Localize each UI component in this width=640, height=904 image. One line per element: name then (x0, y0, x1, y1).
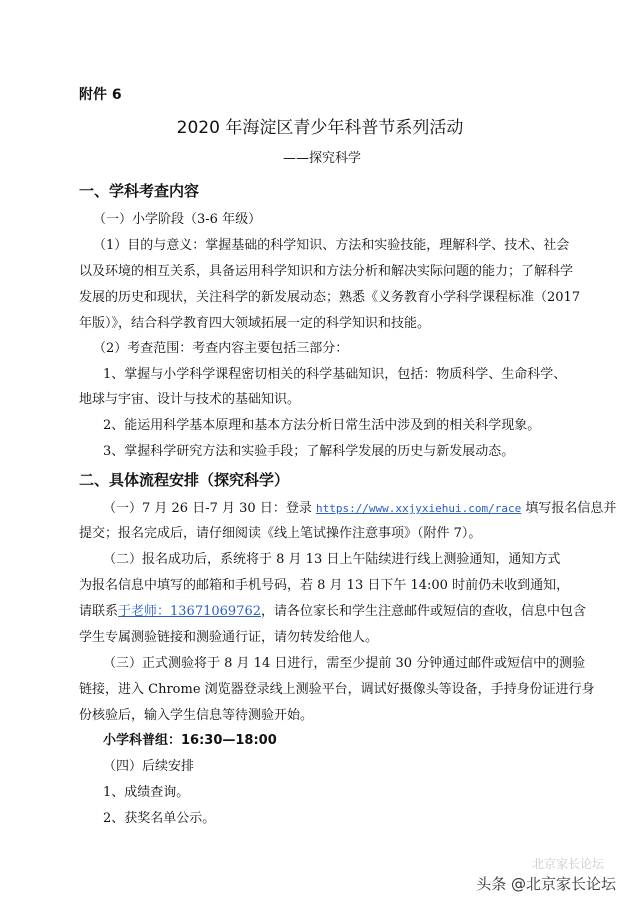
document-title: 2020 年海淀区青少年科普节系列活动 (176, 118, 464, 138)
purpose-line-2: 以及环境的相互关系，具备运用科学知识和方法分析和解决实际问题的能力；了解科学 (79, 264, 574, 279)
step-1-line-1 (103, 500, 616, 518)
purpose-line-4: 年版）》，结合科学教育四大领域拓展一定的科学知识和技能。 (79, 316, 431, 331)
document-subtitle: ——探究科学 (283, 151, 362, 166)
step-3-line-3: 份核验后，输入学生信息等待测验开始。 (79, 708, 314, 723)
registration-url-link[interactable]: https://www.xxjyxiehui.com/race (315, 502, 522, 515)
purpose-line-1: （1）目的与意义：掌握基础的科学知识、方法和实验技能，理解科学、技术、社会 (93, 238, 570, 253)
step-2-line-2: 为报名信息中填写的邮箱和手机号码，若 8 月 13 日下午 14:00 时前仍未收到通知， (79, 578, 570, 593)
step-1-line-2: 提交；报名完成后，请仔细阅读《线上笔试操作注意事项》（附件 7）。 (79, 526, 482, 541)
scope-item-1-line-2: 地球与宇宙、设计与技术的基础知识。 (79, 392, 301, 407)
follow-up-item-1: 1、成绩查询。 (103, 785, 190, 800)
step-2-contact-suffix: ，请各位家长和学生注意邮件或短信的查收，信息中包含 (261, 604, 587, 619)
step-2-line-3 (79, 603, 586, 621)
scope-item-1-line-1: 1、掌握与小学科学课程密切相关的科学基础知识，包括：物质科学、生命科学、 (103, 367, 567, 382)
primary-stage-label: （一）小学阶段（3-6 年级） (93, 212, 262, 227)
scope-label: （2）考查范围：考查内容主要包括三部分： (93, 341, 349, 356)
scope-item-3: 3、掌握科学研究方法和实验手段；了解科学发展的历史与新发展动态。 (103, 444, 515, 459)
step-1-prefix: （一）7 月 26 日-7 月 30 日：登录 (103, 501, 316, 516)
section-2-heading: 二、具体流程安排（探究科学） (79, 471, 290, 489)
follow-up-item-2: 2、获奖名单公示。 (103, 811, 216, 826)
section-1-heading: 一、学科考查内容 (79, 182, 200, 200)
step-2-line-4: 学生专属测验链接和测验通行证，请勿转发给他人。 (79, 630, 379, 645)
source-watermark: 头条 @北京家长论坛 (476, 875, 616, 893)
purpose-line-3: 发展的历史和现状，关注科学的新发展动态；熟悉《义务教育小学科学课程标准（2017 (79, 290, 581, 305)
step-3-line-1: （三）正式测验将于 8 月 14 日进行，需至少提前 30 分钟通过邮件或短信中的测验 (103, 656, 586, 671)
step-4-label: （四）后续安排 (103, 759, 195, 774)
faint-watermark: 北京家长论坛 (531, 857, 604, 871)
contact-phone-link[interactable]: 于老师：13671069762 (118, 604, 261, 619)
step-3-line-2: 链接，进入 Chrome 浏览器登录线上测验平台，调试好摄像头等设备，手持身份证进行身 (79, 682, 595, 697)
step-2-line-1: （二）报名成功后，系统将于 8 月 13 日上午陆续进行线上测验通知，通知方式 (103, 552, 561, 567)
primary-group-time: 小学科普组：16:30—18:00 (103, 733, 277, 748)
attachment-label: 附件 6 (79, 87, 122, 103)
scope-item-2: 2、能运用科学基本原理和基本方法分析日常生活中涉及到的相关科学现象。 (103, 418, 541, 433)
step-1-suffix: 填写报名信息并 (521, 501, 617, 516)
step-2-contact-prefix: 请联系 (79, 604, 119, 619)
